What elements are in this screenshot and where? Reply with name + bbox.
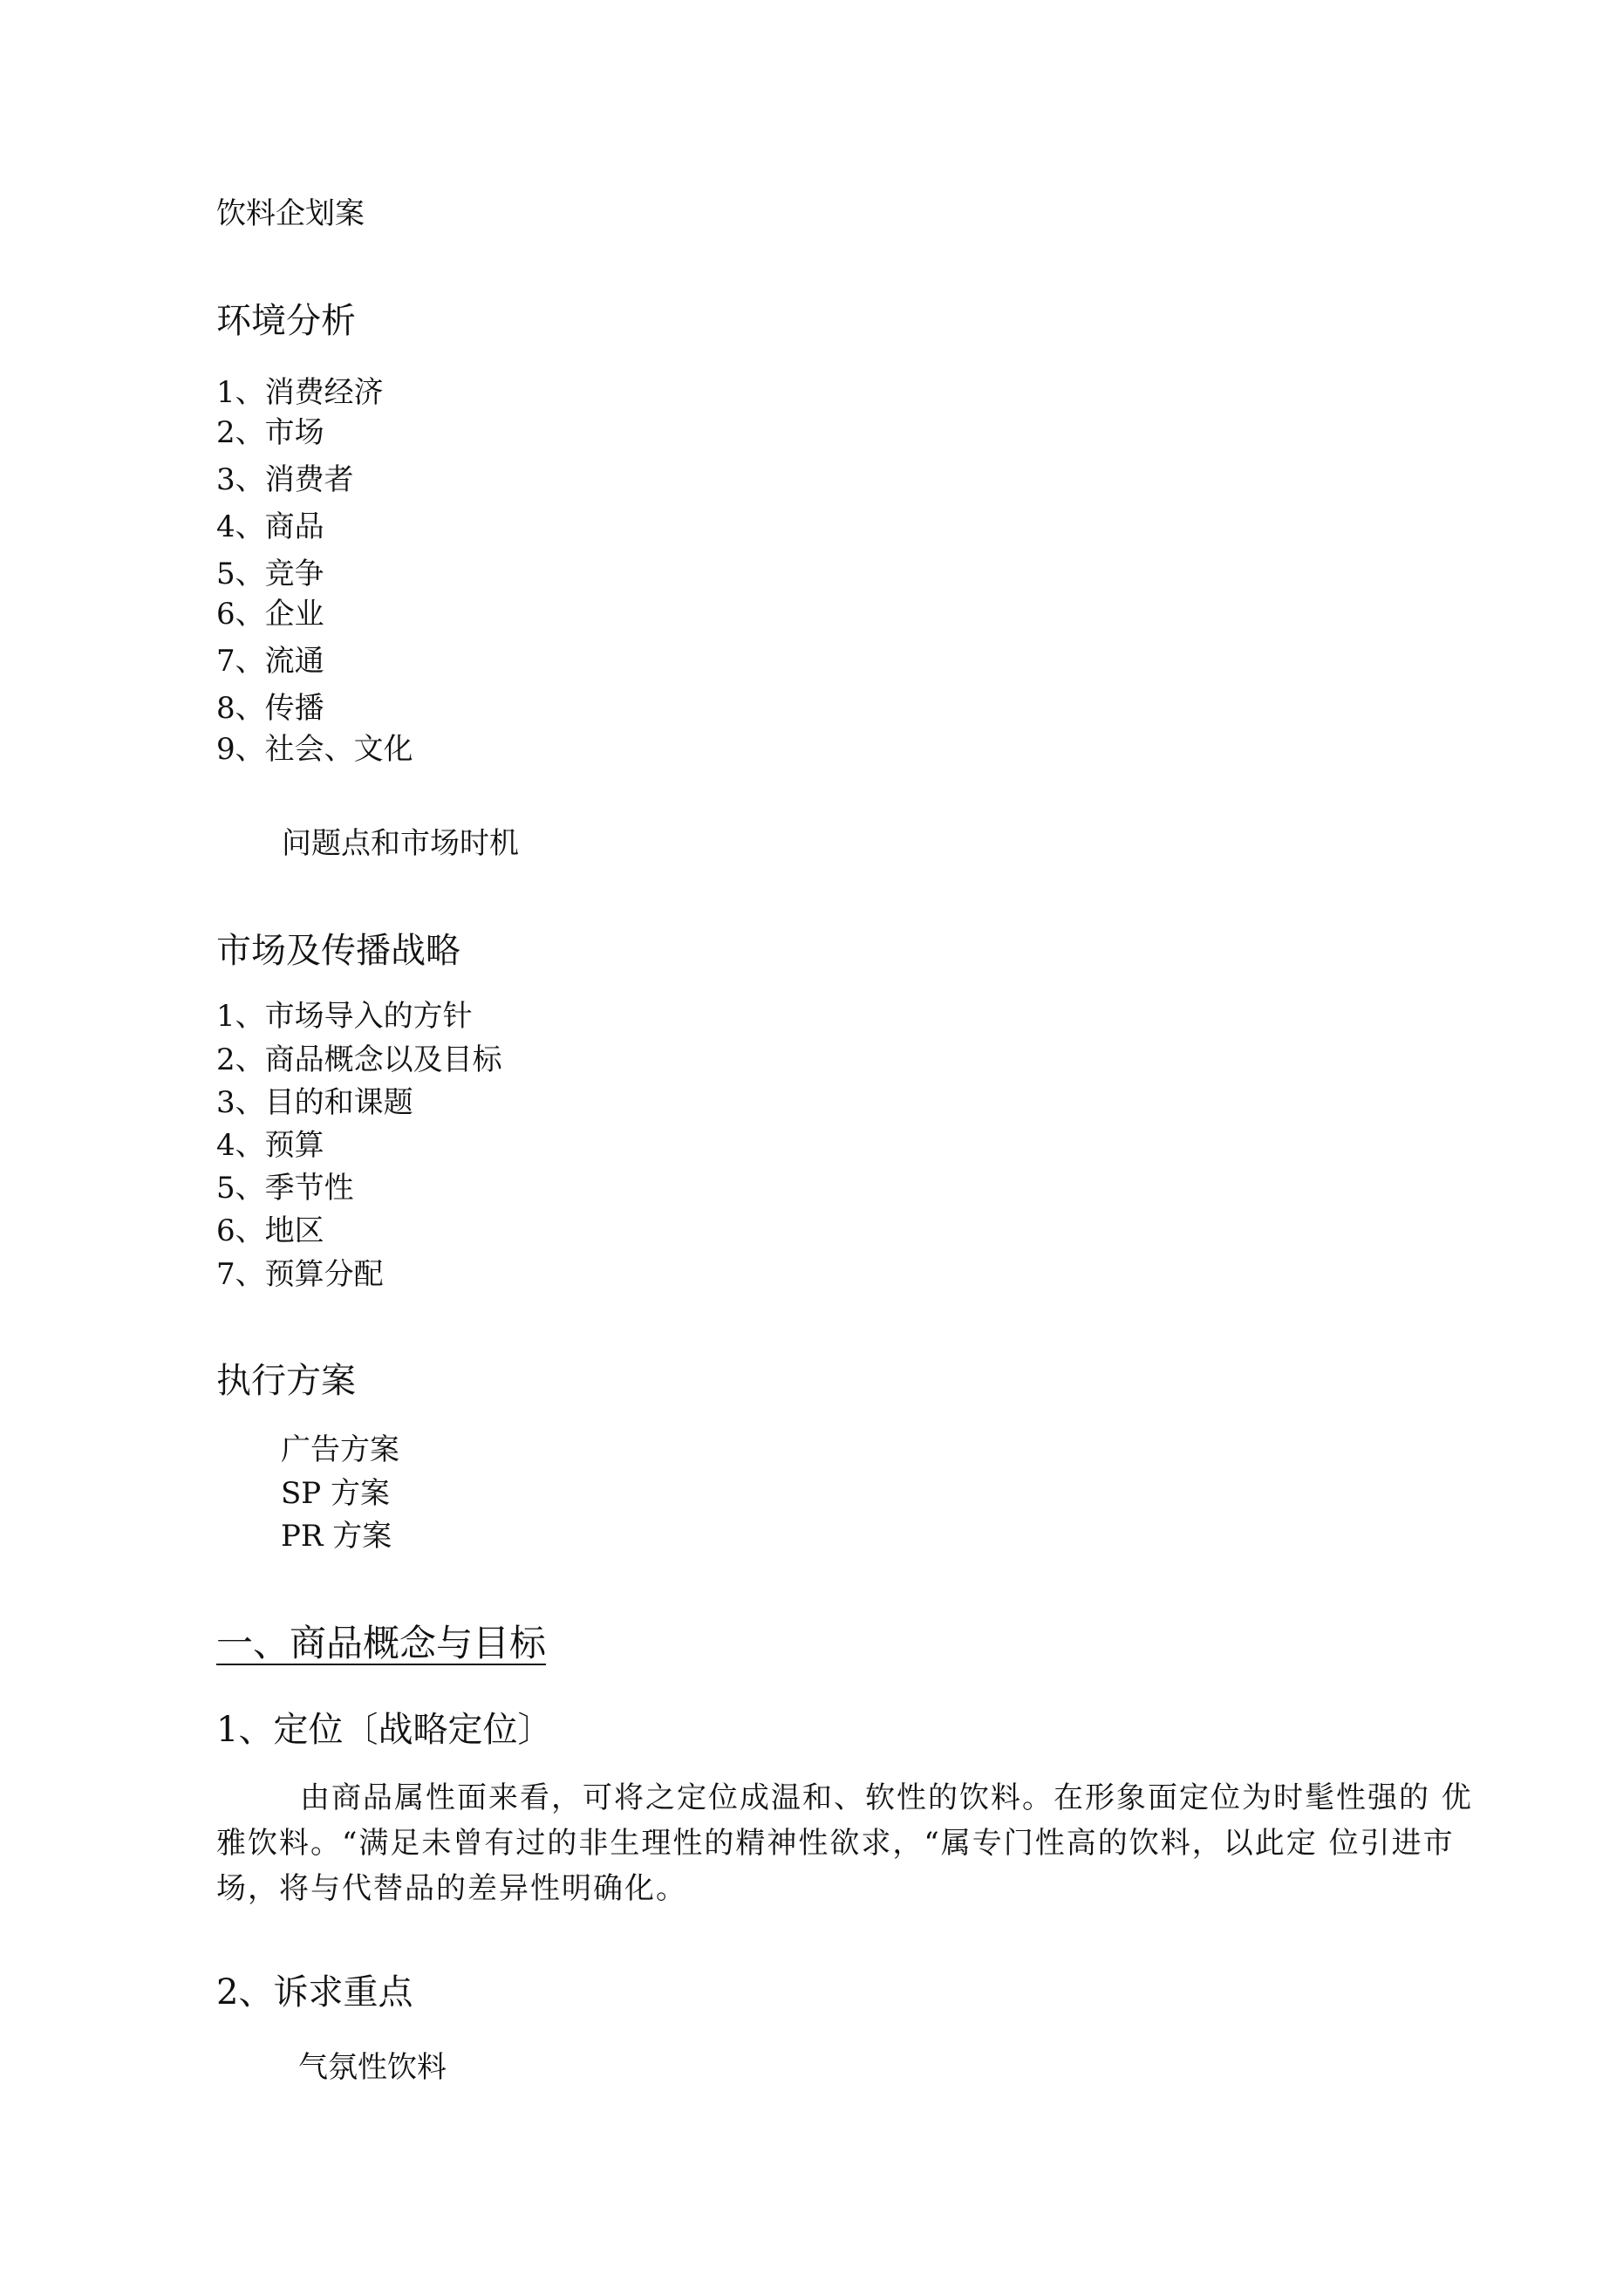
list-item: 6、企业 <box>216 597 324 632</box>
list-item: 8、传播 <box>216 691 324 726</box>
list-item: 5、季节性 <box>216 1171 354 1206</box>
section-heading-execution: 执行方案 <box>216 1361 356 1401</box>
positioning-paragraph: 由商品属性面来看，可将之定位成温和、软性的饮料。在形象面定位为时髦性强的 优雅饮料。“满足未曾有过的非生理性的精神性欲求，“属专门性高的饮料，以此定 位引进市场，将与代替品的差异性明确化。 <box>216 1780 1473 1906</box>
section-heading-environment: 环境分析 <box>216 301 356 341</box>
list-item: 4、商品 <box>216 509 324 544</box>
list-item: 2、商品概念以及目标 <box>216 1042 502 1077</box>
list-item: 7、流通 <box>216 644 324 679</box>
subheading-positioning: 1、定位〔战略定位〕 <box>216 1710 553 1750</box>
appeal-item: 气氛性饮料 <box>298 2050 447 2085</box>
list-item: 2、市场 <box>216 415 324 450</box>
environment-subnote: 问题点和市场时机 <box>282 826 519 861</box>
document-title: 饮料企划案 <box>216 196 365 231</box>
list-item: 7、预算分配 <box>216 1257 384 1292</box>
list-item: SP 方案 <box>281 1476 390 1511</box>
list-item: 3、目的和课题 <box>216 1085 413 1120</box>
subheading-appeal: 2、诉求重点 <box>216 1972 413 2012</box>
list-item: 9、社会、文化 <box>216 732 413 767</box>
list-item: 广告方案 <box>281 1432 399 1467</box>
list-item: 4、预算 <box>216 1128 324 1163</box>
list-item: 1、消费经济 <box>216 375 384 410</box>
list-item: 6、地区 <box>216 1213 324 1248</box>
list-item: 5、竞争 <box>216 557 324 591</box>
chapter-heading-concept: 一、商品概念与目标 <box>216 1622 547 1664</box>
section-heading-strategy: 市场及传播战略 <box>216 931 460 971</box>
list-item: PR 方案 <box>281 1519 392 1554</box>
list-item: 1、市场导入的方针 <box>216 999 473 1034</box>
list-item: 3、消费者 <box>216 462 354 497</box>
